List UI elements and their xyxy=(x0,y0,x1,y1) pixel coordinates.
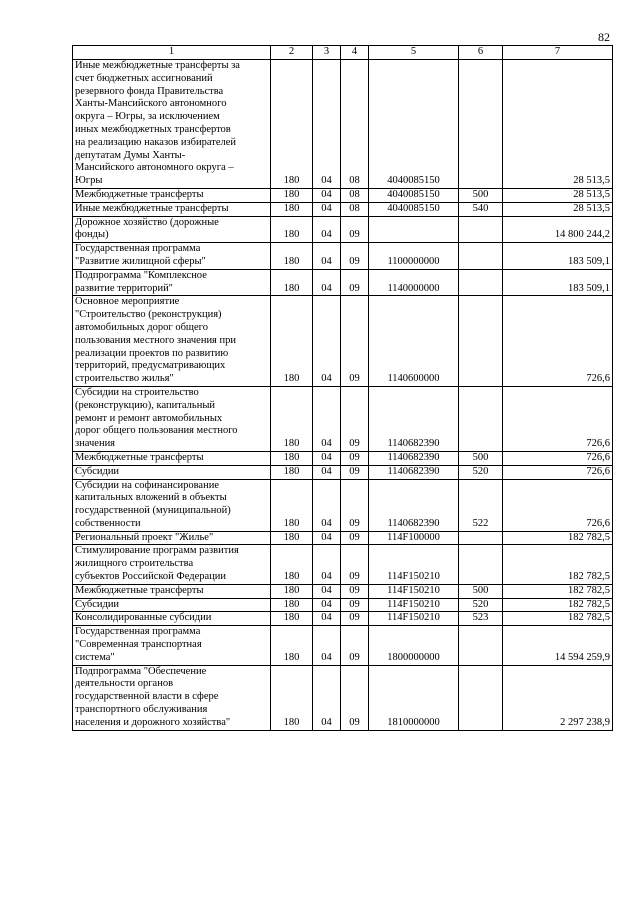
budget-item-name: Основное мероприятие "Строительство (реконструкция) автомобильных дорог общего пользования местного значения при реализации проектов по развитию территорий, предусматривающих строительство жилья" xyxy=(73,296,271,387)
section-code: 04 xyxy=(313,386,341,451)
expense-type-code xyxy=(459,269,503,296)
table-row xyxy=(73,665,613,730)
expense-type-code xyxy=(459,216,503,243)
subsection-code: 09 xyxy=(341,269,369,296)
subsection-code: 09 xyxy=(341,598,369,612)
ministry-code: 180 xyxy=(271,269,313,296)
target-article-code: 4040085150 xyxy=(369,60,459,189)
amount: 726,6 xyxy=(503,296,613,387)
ministry-code: 180 xyxy=(271,584,313,598)
target-article-code: 1140682390 xyxy=(369,479,459,531)
expense-type-code xyxy=(459,60,503,189)
amount: 14 594 259,9 xyxy=(503,626,613,665)
ministry-code: 180 xyxy=(271,598,313,612)
budget-item-name: Иные межбюджетные трансферты xyxy=(73,202,271,216)
subsection-code: 09 xyxy=(341,626,369,665)
amount: 182 782,5 xyxy=(503,598,613,612)
table-row xyxy=(73,188,613,202)
amount: 182 782,5 xyxy=(503,612,613,626)
section-code: 04 xyxy=(313,60,341,189)
expense-type-code xyxy=(459,386,503,451)
budget-item-name: Региональный проект "Жилье" xyxy=(73,531,271,545)
section-code: 04 xyxy=(313,626,341,665)
header-cell: 5 xyxy=(369,46,459,60)
ministry-code: 180 xyxy=(271,216,313,243)
section-code: 04 xyxy=(313,665,341,730)
ministry-code: 180 xyxy=(271,243,313,270)
table-row xyxy=(73,451,613,465)
section-code: 04 xyxy=(313,296,341,387)
section-code: 04 xyxy=(313,545,341,584)
target-article-code: 114F150210 xyxy=(369,584,459,598)
ministry-code: 180 xyxy=(271,296,313,387)
target-article-code: 114F100000 xyxy=(369,531,459,545)
page-number: 82 xyxy=(598,30,610,44)
table-row xyxy=(73,584,613,598)
subsection-code: 09 xyxy=(341,465,369,479)
subsection-code: 08 xyxy=(341,188,369,202)
amount: 28 513,5 xyxy=(503,202,613,216)
amount: 726,6 xyxy=(503,479,613,531)
amount: 182 782,5 xyxy=(503,584,613,598)
table-row xyxy=(73,60,613,189)
expense-type-code: 540 xyxy=(459,202,503,216)
header-cell: 7 xyxy=(503,46,613,60)
header-cell: 1 xyxy=(73,46,271,60)
section-code: 04 xyxy=(313,479,341,531)
target-article-code: 1140682390 xyxy=(369,386,459,451)
expense-type-code xyxy=(459,545,503,584)
section-code: 04 xyxy=(313,531,341,545)
target-article-code: 4040085150 xyxy=(369,188,459,202)
section-code: 04 xyxy=(313,451,341,465)
amount: 2 297 238,9 xyxy=(503,665,613,730)
table-row xyxy=(73,216,613,243)
amount: 182 782,5 xyxy=(503,531,613,545)
budget-item-name: Субсидии на софинансирование капитальных вложений в объекты государственной (муниципальной) собственности xyxy=(73,479,271,531)
amount: 726,6 xyxy=(503,465,613,479)
section-code: 04 xyxy=(313,598,341,612)
subsection-code: 08 xyxy=(341,60,369,189)
expense-type-code: 500 xyxy=(459,451,503,465)
ministry-code: 180 xyxy=(271,612,313,626)
expense-type-code: 520 xyxy=(459,598,503,612)
section-code: 04 xyxy=(313,584,341,598)
table-row xyxy=(73,465,613,479)
amount: 183 509,1 xyxy=(503,243,613,270)
budget-item-name: Субсидии xyxy=(73,465,271,479)
subsection-code: 09 xyxy=(341,479,369,531)
table-row xyxy=(73,531,613,545)
section-code: 04 xyxy=(313,216,341,243)
subsection-code: 09 xyxy=(341,296,369,387)
ministry-code: 180 xyxy=(271,188,313,202)
header-cell: 2 xyxy=(271,46,313,60)
budget-item-name: Государственная программа "Современная транспортная система" xyxy=(73,626,271,665)
expense-type-code xyxy=(459,626,503,665)
section-code: 04 xyxy=(313,612,341,626)
target-article-code: 1100000000 xyxy=(369,243,459,270)
expense-type-code xyxy=(459,531,503,545)
target-article-code: 114F150210 xyxy=(369,545,459,584)
budget-item-name: Консолидированные субсидии xyxy=(73,612,271,626)
table-row xyxy=(73,612,613,626)
budget-item-name: Иные межбюджетные трансферты за счет бюджетных ассигнований резервного фонда Правительства Ханты-Мансийского автономного округа – Югры, за исключением иных межбюджетных трансфертов на реализацию наказов избирателей депутатам Думы Ханты- Мансийского автономного округа – Югры xyxy=(73,60,271,189)
header-row xyxy=(73,46,613,60)
subsection-code: 09 xyxy=(341,545,369,584)
ministry-code: 180 xyxy=(271,386,313,451)
subsection-code: 09 xyxy=(341,665,369,730)
amount: 182 782,5 xyxy=(503,545,613,584)
target-article-code xyxy=(369,216,459,243)
target-article-code: 114F150210 xyxy=(369,598,459,612)
budget-item-name: Субсидии на строительство (реконструкцию), капитальный ремонт и ремонт автомобильных дорог общего пользования местного значения xyxy=(73,386,271,451)
expense-type-code: 500 xyxy=(459,188,503,202)
target-article-code: 4040085150 xyxy=(369,202,459,216)
expense-type-code xyxy=(459,665,503,730)
table-row xyxy=(73,202,613,216)
amount: 726,6 xyxy=(503,386,613,451)
subsection-code: 09 xyxy=(341,531,369,545)
table-row xyxy=(73,386,613,451)
expense-type-code: 522 xyxy=(459,479,503,531)
table-row xyxy=(73,243,613,270)
section-code: 04 xyxy=(313,243,341,270)
table-row xyxy=(73,626,613,665)
subsection-code: 09 xyxy=(341,216,369,243)
budget-item-name: Межбюджетные трансферты xyxy=(73,188,271,202)
budget-item-name: Субсидии xyxy=(73,598,271,612)
header-cell: 6 xyxy=(459,46,503,60)
budget-item-name: Межбюджетные трансферты xyxy=(73,451,271,465)
ministry-code: 180 xyxy=(271,60,313,189)
target-article-code: 1140682390 xyxy=(369,451,459,465)
budget-item-name: Подпрограмма "Комплексное развитие территорий" xyxy=(73,269,271,296)
table-row xyxy=(73,479,613,531)
amount: 726,6 xyxy=(503,451,613,465)
subsection-code: 09 xyxy=(341,451,369,465)
expense-type-code xyxy=(459,243,503,270)
target-article-code: 114F150210 xyxy=(369,612,459,626)
amount: 28 513,5 xyxy=(503,60,613,189)
section-code: 04 xyxy=(313,188,341,202)
ministry-code: 180 xyxy=(271,545,313,584)
ministry-code: 180 xyxy=(271,531,313,545)
header-cell: 3 xyxy=(313,46,341,60)
ministry-code: 180 xyxy=(271,626,313,665)
ministry-code: 180 xyxy=(271,665,313,730)
table-row xyxy=(73,296,613,387)
ministry-code: 180 xyxy=(271,202,313,216)
target-article-code: 1800000000 xyxy=(369,626,459,665)
section-code: 04 xyxy=(313,465,341,479)
budget-item-name: Дорожное хозяйство (дорожные фонды) xyxy=(73,216,271,243)
section-code: 04 xyxy=(313,202,341,216)
target-article-code: 1140682390 xyxy=(369,465,459,479)
expense-type-code: 520 xyxy=(459,465,503,479)
target-article-code: 1140000000 xyxy=(369,269,459,296)
expense-type-code: 523 xyxy=(459,612,503,626)
amount: 183 509,1 xyxy=(503,269,613,296)
table-row xyxy=(73,545,613,584)
section-code: 04 xyxy=(313,269,341,296)
budget-table xyxy=(72,45,613,731)
subsection-code: 09 xyxy=(341,243,369,270)
amount: 28 513,5 xyxy=(503,188,613,202)
budget-item-name: Межбюджетные трансферты xyxy=(73,584,271,598)
amount: 14 800 244,2 xyxy=(503,216,613,243)
subsection-code: 09 xyxy=(341,612,369,626)
table-row xyxy=(73,269,613,296)
header-cell: 4 xyxy=(341,46,369,60)
expense-type-code: 500 xyxy=(459,584,503,598)
ministry-code: 180 xyxy=(271,479,313,531)
target-article-code: 1140600000 xyxy=(369,296,459,387)
subsection-code: 09 xyxy=(341,386,369,451)
subsection-code: 08 xyxy=(341,202,369,216)
subsection-code: 09 xyxy=(341,584,369,598)
table-row xyxy=(73,598,613,612)
ministry-code: 180 xyxy=(271,465,313,479)
budget-item-name: Государственная программа "Развитие жилищной сферы" xyxy=(73,243,271,270)
ministry-code: 180 xyxy=(271,451,313,465)
budget-item-name: Стимулирование программ развития жилищного строительства субъектов Российской Федерации xyxy=(73,545,271,584)
expense-type-code xyxy=(459,296,503,387)
target-article-code: 1810000000 xyxy=(369,665,459,730)
budget-item-name: Подпрограмма "Обеспечение деятельности органов государственной власти в сфере транспортного обслуживания населения и дорожного хозяйства" xyxy=(73,665,271,730)
